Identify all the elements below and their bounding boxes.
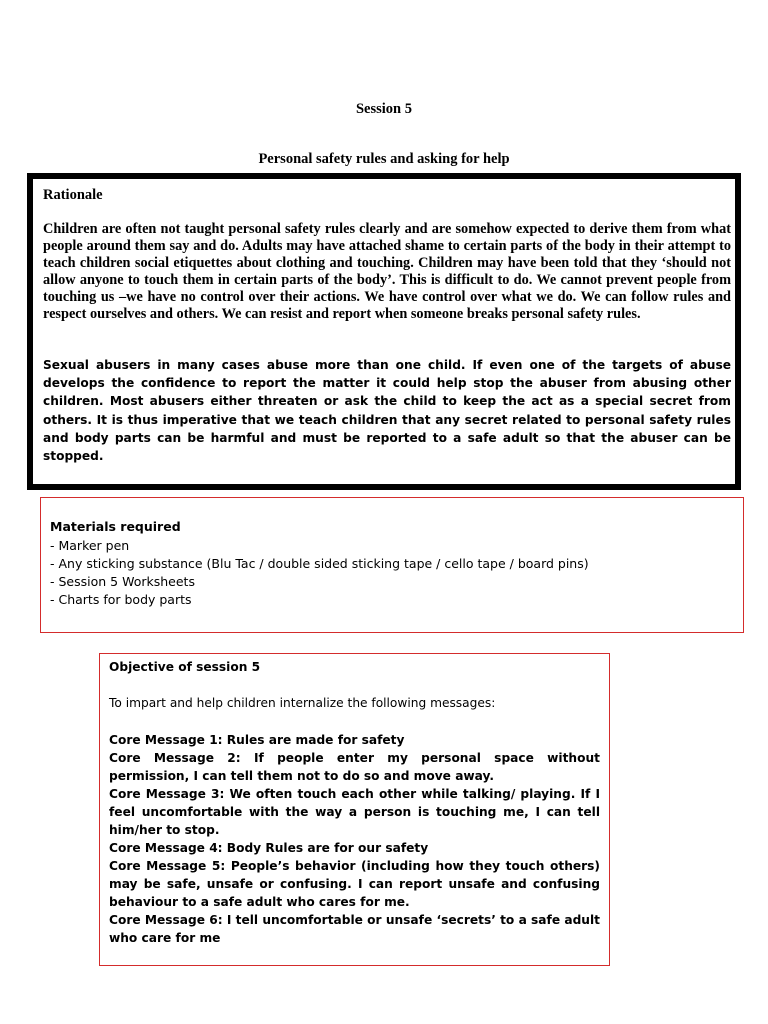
session-subtitle: Personal safety rules and asking for help [258,151,510,167]
rationale-heading: Rationale [43,187,103,203]
core-message: Core Message 4: Body Rules are for our safety [109,841,429,855]
core-message: Core Message 2: If people enter my personal space without permission, I can tell them not to do so and move away. [109,751,600,783]
core-message-list [109,731,600,947]
session-title: Session 5 [355,101,412,117]
materials-item: - Any sticking substance (Blu Tac / double sided sticking tape / cello tape / board pins) [50,556,589,571]
materials-item: - Charts for body parts [50,592,192,607]
rationale-box [27,173,741,490]
rationale-paragraph-2: Sexual abusers in many cases abuse more than one child. If even one of the targets of abuse develops the confidence to report the matter it could help stop the abuser from abusing other children. Most abusers either threaten or ask the child to keep the act as a special secret from others. It is thus imperative that we teach children that any secret related to personal safety rules and body parts can be harmful and must be reported to a safe adult so that the abuser can be stopped. [43,358,731,464]
core-message: Core Message 3: We often touch each other while talking/ playing. If I feel uncomfortable with the way a person is touching me, I can tell him/her to stop. [109,787,600,837]
materials-list [50,537,589,609]
objective-heading: Objective of session 5 [109,660,261,674]
materials-heading: Materials required [50,519,181,534]
rationale-paragraph-1: Children are often not taught personal safety rules clearly and are somehow expected to derive them from what people around them say and do. Adults may have attached shame to certain parts of the body in their attempt to teach children social etiquettes about clothing and touching. Children may have been told that they ‘should not allow anyone to touch them in certain parts of the body’. This is difficult to do. We cannot prevent people from touching us –we have no control over their actions. We have control over what we do. We can follow rules and respect ourselves and others. We can resist and report when someone breaks personal safety rules. [43,221,731,322]
core-message: Core Message 5: People’s behavior (including how they touch others) may be safe, unsafe or confusing. I can report unsafe and confusing behaviour to a safe adult who cares for me. [109,859,600,909]
objective-intro: To impart and help children internalize the following messages: [109,696,496,710]
core-message: Core Message 1: Rules are made for safety [109,733,405,747]
materials-item: - Marker pen [50,538,130,553]
materials-item: - Session 5 Worksheets [50,574,195,589]
core-message: Core Message 6: I tell uncomfortable or unsafe ‘secrets’ to a safe adult who care for me [109,913,600,945]
materials-box [40,497,744,633]
objective-box [99,653,610,966]
